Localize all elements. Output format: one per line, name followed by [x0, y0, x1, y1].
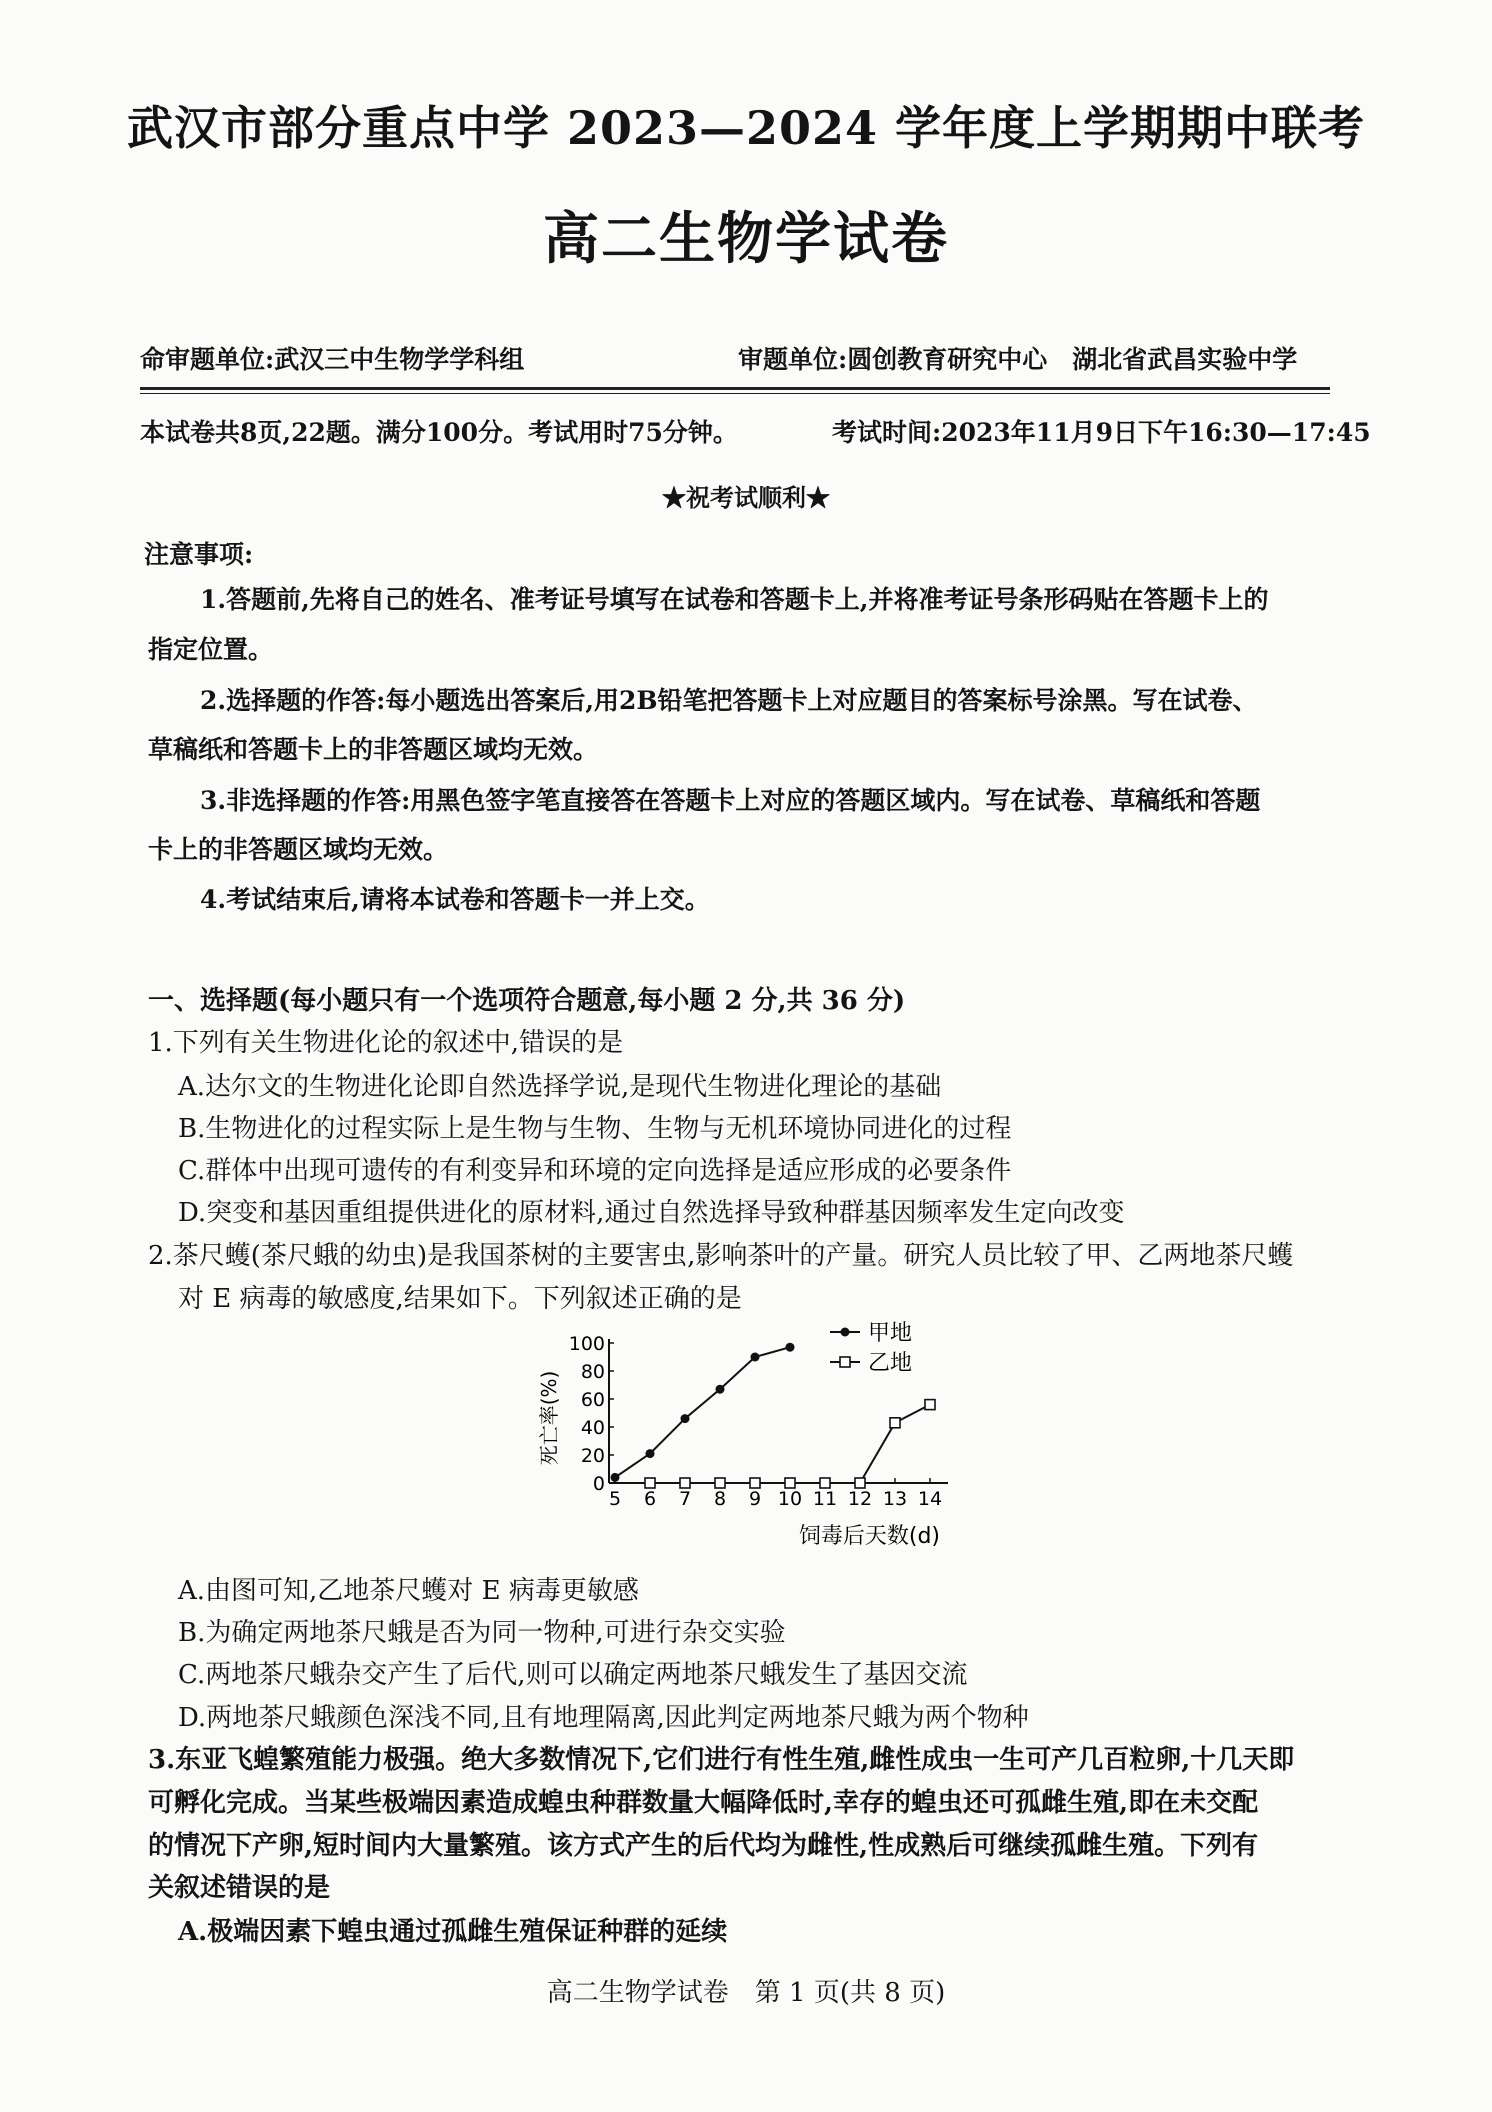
data-point-yi [925, 1400, 935, 1410]
y-tick-label: 0 [592, 1473, 605, 1495]
q2-option-a: A.由图可知,乙地茶尺蠖对 E 病毒更敏感 [178, 1576, 639, 1606]
setter-unit: 命审题单位:武汉三中生物学学科组 [140, 345, 525, 374]
q3-option-a: A.极端因素下蝗虫通过孤雌生殖保证种群的延续 [178, 1917, 728, 1947]
data-point-yi [750, 1478, 760, 1488]
note-1-line2: 指定位置。 [148, 635, 274, 664]
data-point-yi [680, 1478, 690, 1488]
q3-stem-line1: 3.东亚飞蝗繁殖能力极强。绝大多数情况下,它们进行有性生殖,雌性成虫一生可产几百粒卵,十几天即 [148, 1745, 1295, 1775]
note-3-line2: 卡上的非答题区域均无效。 [148, 835, 449, 864]
y-axis-label: 死亡率(%) [537, 1370, 561, 1466]
reviewer-unit: 审题单位:圆创教育研究中心 湖北省武昌实验中学 [738, 345, 1298, 374]
x-tick-label: 10 [777, 1488, 803, 1510]
x-tick-label: 8 [713, 1488, 727, 1510]
x-tick-label: 12 [847, 1488, 873, 1510]
good-luck-banner: ★祝考试顺利★ [662, 483, 830, 512]
q3-stem-line2: 可孵化完成。当某些极端因素造成蝗虫种群数量大幅降低时,幸存的蝗虫还可孤雌生殖,即在未交配 [148, 1788, 1259, 1818]
data-point-jia [786, 1343, 795, 1352]
exam-time: 考试时间:2023年11月9日下午16:30—17:45 [832, 418, 1371, 447]
y-tick-label: 80 [580, 1361, 605, 1383]
y-tick-label: 60 [580, 1389, 605, 1411]
data-point-jia [611, 1473, 620, 1482]
x-tick-label: 14 [917, 1488, 943, 1510]
data-point-yi [820, 1478, 830, 1488]
q1-option-a: A.达尔文的生物进化论即自然选择学说,是现代生物进化理论的基础 [178, 1072, 942, 1102]
header-rule [140, 387, 1330, 390]
y-tick-label: 20 [580, 1445, 605, 1467]
legend-label-1: 甲地 [868, 1321, 913, 1346]
x-axis-label: 饲毒后天数(d) [798, 1524, 940, 1549]
exam-title: 武汉市部分重点中学 2023—2024 学年度上学期期中联考 [126, 101, 1366, 155]
section-heading: 一、选择题(每小题只有一个选项符合题意,每小题 2 分,共 36 分) [148, 986, 906, 1016]
q1-stem: 1.下列有关生物进化论的叙述中,错误的是 [148, 1028, 624, 1058]
data-point-yi [715, 1478, 725, 1488]
q2-stem-line1: 2.茶尺蠖(茶尺蛾的幼虫)是我国茶树的主要害虫,影响茶叶的产量。研究人员比较了甲、乙两地茶尺蠖 [148, 1241, 1294, 1271]
x-tick-label: 9 [748, 1488, 762, 1510]
q2-option-b: B.为确定两地茶尺蛾是否为同一物种,可进行杂交实验 [178, 1618, 786, 1648]
q1-option-d: D.突变和基因重组提供进化的原材料,通过自然选择导致种群基因频率发生定向改变 [178, 1198, 1125, 1228]
x-tick-label: 6 [643, 1488, 657, 1510]
series-line-1 [615, 1347, 790, 1477]
note-2-line2: 草稿纸和答题卡上的非答题区域均无效。 [148, 735, 599, 764]
data-point-yi [855, 1478, 865, 1488]
notes-heading: 注意事项: [144, 540, 254, 569]
paper-subtitle: 高二生物学试卷 [543, 206, 949, 272]
data-point-jia [681, 1414, 690, 1423]
header-rule-thin [140, 393, 1330, 394]
data-point-jia [751, 1353, 760, 1362]
data-point-jia [716, 1385, 725, 1394]
page-footer: 高二生物学试卷 第 1 页(共 8 页) [546, 1978, 946, 2008]
note-1-line1: 1.答题前,先将自己的姓名、准考证号填写在试卷和答题卡上,并将准考证号条形码贴在答题卡上的 [200, 585, 1269, 614]
x-tick-label: 5 [608, 1488, 622, 1510]
data-point-jia [646, 1449, 655, 1458]
q2-option-c: C.两地茶尺蛾杂交产生了后代,则可以确定两地茶尺蛾发生了基因交流 [178, 1660, 968, 1690]
x-tick-label: 11 [812, 1488, 838, 1510]
q2-option-d: D.两地茶尺蛾颜色深浅不同,且有地理隔离,因此判定两地茶尺蛾为两个物种 [178, 1703, 1029, 1733]
y-tick-label: 40 [580, 1417, 605, 1439]
data-point-yi [890, 1418, 900, 1428]
series-line-2 [650, 1405, 930, 1483]
y-tick-label: 100 [568, 1333, 605, 1355]
legend-marker-yi [840, 1357, 850, 1367]
legend-marker-jia [841, 1328, 850, 1337]
q2-stem-line2: 对 E 病毒的敏感度,结果如下。下列叙述正确的是 [178, 1284, 742, 1314]
note-3-line1: 3.非选择题的作答:用黑色签字笔直接答在答题卡上对应的答题区域内。写在试卷、草稿纸和答题 [200, 786, 1261, 815]
paper-info: 本试卷共8页,22题。满分100分。考试用时75分钟。 [140, 418, 738, 447]
legend-label-2: 乙地 [868, 1351, 913, 1376]
mortality-line-chart [530, 1318, 980, 1558]
q1-option-c: C.群体中出现可遗传的有利变异和环境的定向选择是适应形成的必要条件 [178, 1156, 1012, 1186]
data-point-yi [785, 1478, 795, 1488]
note-4-line1: 4.考试结束后,请将本试卷和答题卡一并上交。 [200, 885, 710, 914]
q1-option-b: B.生物进化的过程实际上是生物与生物、生物与无机环境协同进化的过程 [178, 1114, 1012, 1144]
x-tick-label: 13 [882, 1488, 908, 1510]
note-2-line1: 2.选择题的作答:每小题选出答案后,用2B铅笔把答题卡上对应题目的答案标号涂黑。写在试卷、 [200, 686, 1258, 715]
q3-stem-line4: 关叙述错误的是 [148, 1873, 331, 1903]
x-tick-label: 7 [678, 1488, 692, 1510]
q3-stem-line3: 的情况下产卵,短时间内大量繁殖。该方式产生的后代均为雌性,性成熟后可继续孤雌生殖。下列有 [148, 1831, 1259, 1861]
data-point-yi [645, 1478, 655, 1488]
